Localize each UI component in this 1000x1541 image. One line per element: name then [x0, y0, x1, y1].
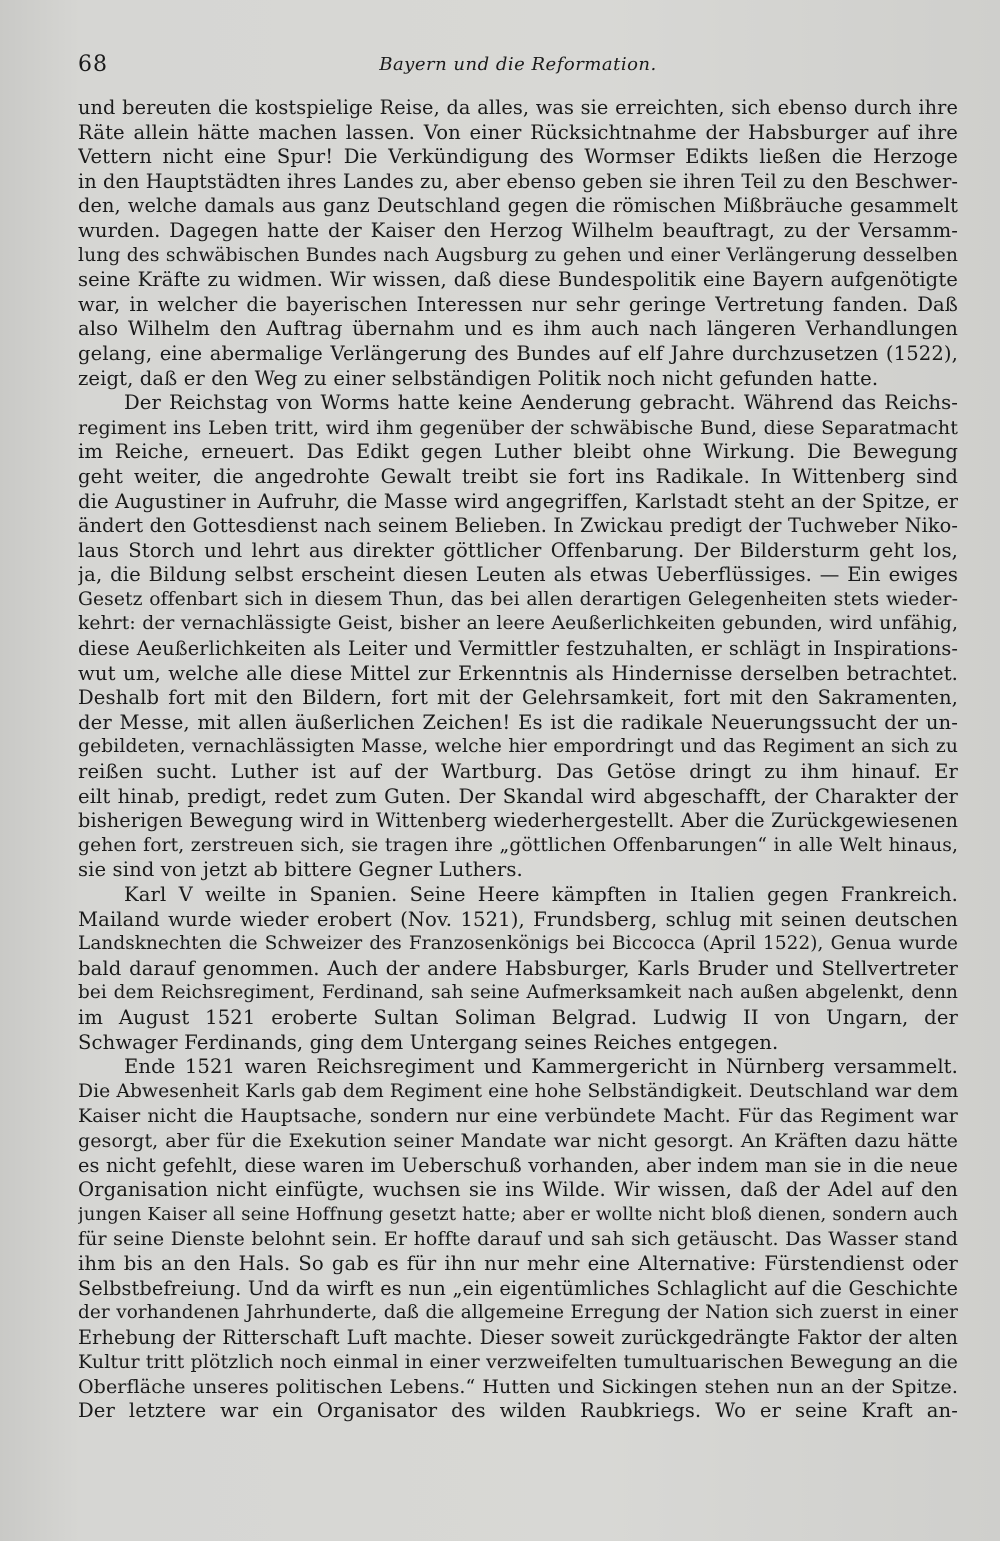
text-line: Oberfläche unseres politischen Lebens.“ Hutten und Sickingen stehen nun an der Spitze.	[78, 1375, 958, 1398]
text-line: geht weiter, die angedrohte Gewalt treibt sie fort ins Radikale. In Wittenberg sind	[78, 464, 958, 488]
text-line: laus Storch und lehrt aus direkter göttlicher Offenbarung. Der Bildersturm geht los,	[78, 538, 958, 562]
text-line: Schwager Ferdinands, ging dem Untergang seines Reiches entgegen.	[78, 1030, 779, 1054]
text-line: gesorgt, aber für die Exekution seiner Mandate war nicht gesorgt. An Kräften dazu hätte	[78, 1129, 958, 1152]
text-line: gelang, eine abermalige Verlängerung des Bundes auf elf Jahre durchzusetzen (1522),	[78, 341, 958, 365]
text-line: Gesetz offenbart sich in diesem Thun, das bei allen derartigen Gelegenheiten stets wieder-	[78, 588, 958, 610]
text-line: seine Kräfte zu widmen. Wir wissen, daß diese Bundespolitik eine Bayern aufgenötigte	[78, 268, 958, 292]
text-line: wut um, welche alle diese Mittel zur Erkenntnis als Hindernisse derselben betrachtet.	[78, 661, 958, 685]
text-line: der Messe, mit allen äußerlichen Zeichen! Es ist die radikale Neuerungssucht der un-	[78, 710, 958, 734]
text-line: Die Abwesenheit Karls gab dem Regiment eine hohe Selbständigkeit. Deutschland war dem	[78, 1080, 958, 1102]
text-line: Räte allein hätte machen lassen. Von einer Rücksichtnahme der Habsburger auf ihre	[78, 120, 958, 144]
text-line: wurden. Dagegen hatte der Kaiser den Herzog Wilhelm beauftragt, zu der Versamm-	[78, 218, 958, 242]
text-line: in den Hauptstädten ihres Landes zu, aber ebenso geben sie ihren Teil zu den Beschwer-	[78, 169, 958, 193]
text-line: Mailand wurde wieder erobert (Nov. 1521), Frundsberg, schlug mit seinen deutschen	[78, 907, 958, 931]
text-line: der vorhandenen Jahrhunderte, daß die allgemeine Erregung der Nation sich zuerst in einer	[78, 1302, 958, 1324]
text-line: im Reiche, erneuert. Das Edikt gegen Luther bleibt ohne Wirkung. Die Bewegung	[78, 440, 958, 464]
text-line: diese Aeußerlichkeiten als Leiter und Vermittler festzuhalten, er schlägt in Inspirations-	[78, 637, 958, 661]
text-line: Organisation nicht einfügte, wuchsen sie ins Wilde. Wir wissen, daß der Adel auf den	[78, 1178, 958, 1202]
text-line: jungen Kaiser all seine Hoffnung gesetzt hatte; aber er wollte nicht bloß dienen, sondern auch	[78, 1203, 958, 1225]
text-line: bald darauf genommen. Auch der andere Habsburger, Karls Bruder und Stellvertreter	[78, 956, 958, 980]
text-line: und bereuten die kostspielige Reise, da alles, was sie erreichten, sich ebenso durch ihre	[78, 96, 958, 119]
text-line: im August 1521 eroberte Sultan Soliman Belgrad. Ludwig II von Ungarn, der	[78, 1005, 958, 1029]
text-line: ändert den Gottesdienst nach seinem Belieben. In Zwickau predigt der Tuchweber Niko-	[78, 514, 958, 538]
text-line: Deshalb fort mit den Bildern, fort mit der Gelehrsamkeit, fort mit den Sakramenten,	[78, 686, 958, 710]
text-line: Kaiser nicht die Hauptsache, sondern nur eine verbündete Macht. Für das Regiment war	[78, 1105, 958, 1128]
text-line: regiment ins Leben tritt, wird ihm gegenüber der schwäbische Bund, diese Separatmacht	[78, 416, 958, 439]
text-line: den, welche damals aus ganz Deutschland gegen die römischen Mißbräuche gesammelt	[78, 194, 958, 218]
text-line: sie sind von jetzt ab bittere Gegner Luthers.	[78, 858, 523, 882]
text-line: ihm bis an den Hals. So gab es für ihn nur mehr eine Alternative: Fürstendienst oder	[78, 1251, 958, 1275]
text-line: Selbstbefreiung. Und da wirft es nun „ein eigentümliches Schlaglicht auf die Geschichte	[78, 1276, 958, 1300]
text-line: also Wilhelm den Auftrag übernahm und es ihm auch nach längeren Verhandlungen	[78, 317, 958, 341]
page-header	[78, 52, 958, 86]
text-line: zeigt, daß er den Weg zu einer selbständigen Politik noch nicht gefunden hatte.	[78, 366, 879, 390]
text-line: Vettern nicht eine Spur! Die Verkündigung des Wormser Edikts ließen die Herzoge	[78, 145, 958, 169]
text-line: die Augustiner in Aufruhr, die Masse wird angegriffen, Karlstadt steht an der Spitze, er	[78, 489, 958, 513]
text-line: Kultur tritt plötzlich noch einmal in einer verzweifelten tumultuarischen Bewegung an die	[78, 1351, 958, 1374]
text-line: kehrt: der vernachlässigte Geist, bisher an leere Aeußerlichkeiten gebunden, wird unfähig,	[78, 613, 958, 635]
text-line: gebildeten, vernachlässigten Masse, welche hier empordringt und das Regiment an sich zu	[78, 736, 958, 758]
text-line: Der Reichstag von Worms hatte keine Aenderung gebracht. Während das Reichs-	[124, 391, 958, 415]
text-line: reißen sucht. Luther ist auf der Wartburg. Das Getöse dringt zu ihm hinauf. Er	[78, 760, 958, 784]
text-line: Der letztere war ein Organisator des wilden Raubkriegs. Wo er seine Kraft an-	[78, 1399, 958, 1423]
page-number: 68	[78, 52, 108, 77]
text-line: Erhebung der Ritterschaft Luft machte. Dieser soweit zurückgedrängte Faktor der alten	[78, 1325, 958, 1349]
text-line: gehen fort, zerstreuen sich, sie tragen ihre „göttlichen Offenbarungen“ in alle Welt hinaus,	[78, 834, 958, 856]
body-text	[78, 96, 958, 1424]
text-line: es nicht gefehlt, diese waren im Ueberschuß vorhanden, aber indem man sie in die neue	[78, 1153, 958, 1177]
text-line: war, in welcher die bayerischen Interessen nur sehr geringe Vertretung fanden. Daß	[78, 292, 958, 316]
text-line: bei dem Reichsregiment, Ferdinand, sah seine Aufmerksamkeit nach außen abgelenkt, denn	[78, 982, 958, 1004]
text-line: Landsknechten die Schweizer des Franzosenkönigs bei Biccocca (April 1522), Genua wurde	[78, 933, 958, 955]
text-line: bisherigen Bewegung wird in Wittenberg wiederhergestellt. Aber die Zurückgewiesenen	[78, 809, 958, 833]
text-line: Ende 1521 waren Reichsregiment und Kammergericht in Nürnberg versammelt.	[124, 1055, 958, 1079]
text-line: lung des schwäbischen Bundes nach Augsburg zu gehen und einer Verlängerung desselben	[78, 244, 958, 266]
text-line: eilt hinab, predigt, redet zum Guten. Der Skandal wird abgeschafft, der Charakter der	[78, 784, 958, 808]
text-line: ja, die Bildung selbst erscheint diesen Leuten als etwas Ueberflüssiges. — Ein ewiges	[78, 563, 958, 587]
text-line: Karl V weilte in Spanien. Seine Heere kämpften in Italien gegen Frankreich.	[124, 883, 958, 906]
running-title: Bayern und die Reformation.	[379, 54, 657, 75]
text-line: für seine Dienste belohnt sein. Er hoffte darauf und sah sich getäuscht. Das Wasser stand	[78, 1228, 958, 1251]
